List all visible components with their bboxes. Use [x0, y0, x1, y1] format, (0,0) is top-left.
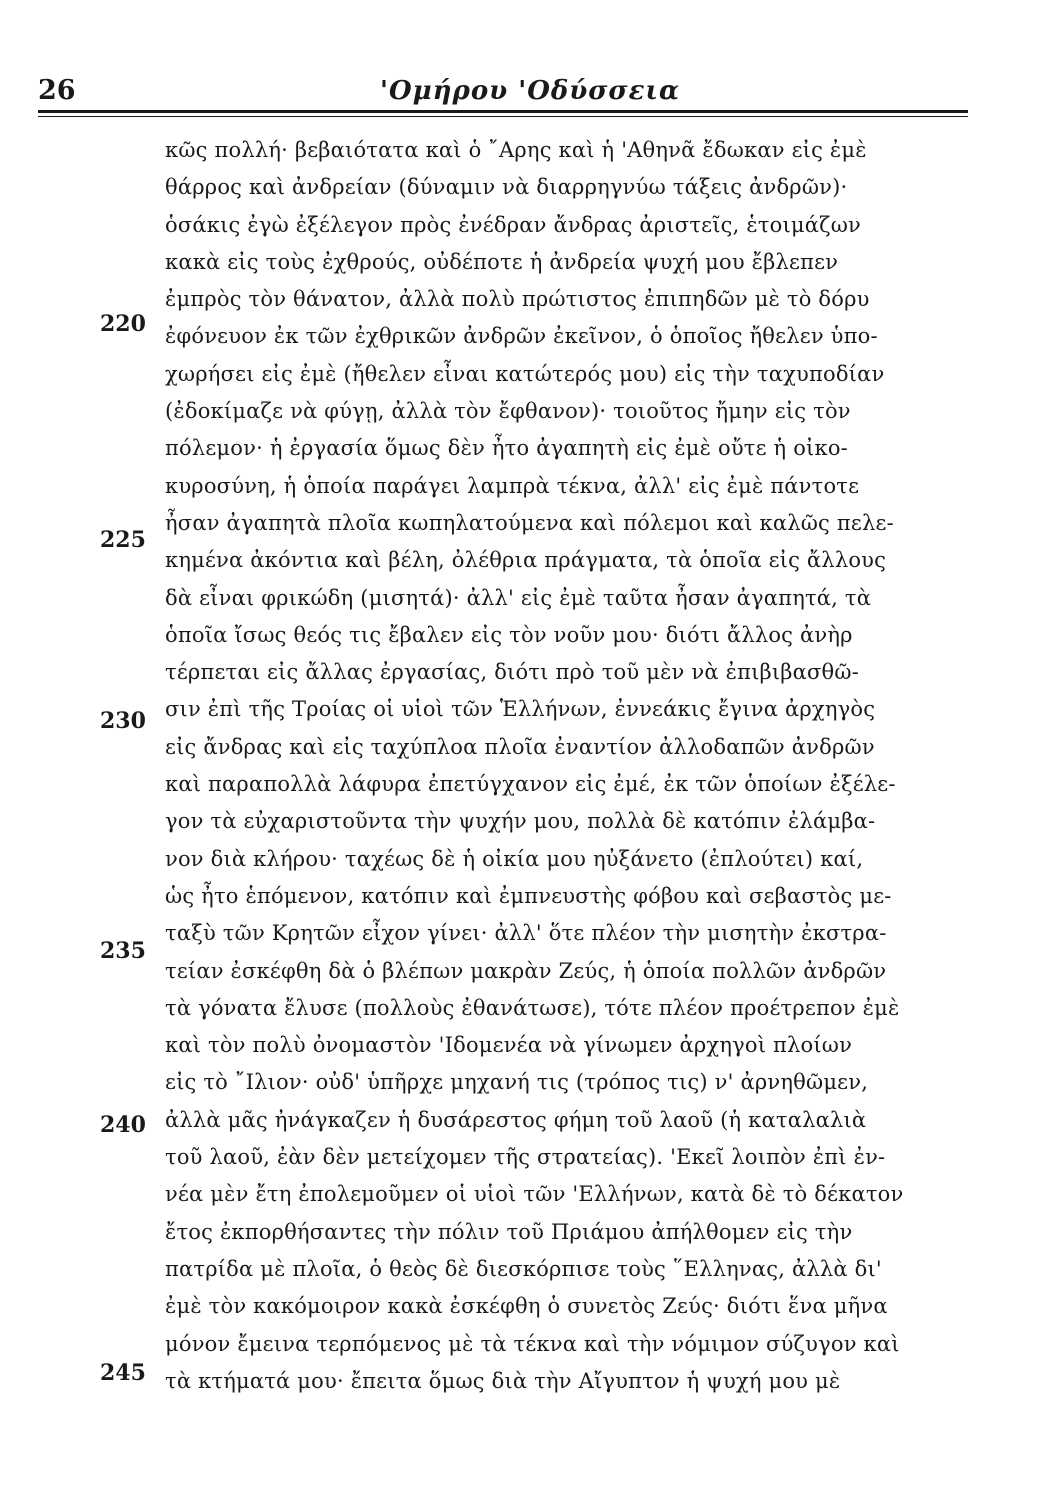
text-line: κημένα ἀκόντια καὶ βέλη, ὀλέθρια πράγματα, τὰ ὁποῖα εἰς ἄλλους [165, 548, 887, 573]
text-line: θάρρος καὶ ἀνδρείαν (δύναμιν νὰ διαρρηγνύω τάξεις ἀνδρῶν)· [165, 175, 848, 200]
line-number: 235 [100, 938, 146, 964]
text-line: ταξὺ τῶν Κρητῶν εἶχον γίνει· ἀλλ' ὅτε πλέον τὴν μισητὴν ἐκστρα- [165, 921, 887, 946]
text-line: ἔτος ἐκπορθήσαντες τὴν πόλιν τοῦ Πριάμου ἀπήλθομεν εἰς τὴν [165, 1219, 853, 1244]
running-title: 'Ομήρου 'Οδύσσεια [380, 76, 680, 106]
text-line: εἰς τὸ ῎Ιλιον· οὐδ' ὑπῆρχε μηχανή τις (τρόπος τις) ν' ἀρνηθῶμεν, [165, 1070, 869, 1095]
text-line: νέα μὲν ἔτη ἐπολεμοῦμεν οἱ υἱοὶ τῶν 'Ελλήνων, κατὰ δὲ τὸ δέκατον [165, 1182, 904, 1207]
text-line: δὰ εἶναι φρικώδη (μισητά)· ἀλλ' εἰς ἐμὲ ταῦτα ἦσαν ἀγαπητά, τὰ [165, 585, 872, 610]
text-line: κακὰ εἰς τοὺς ἐχθρούς, οὐδέποτε ἡ ἀνδρεία ψυχή μου ἔβλεπεν [165, 249, 839, 274]
text-line: εἰς ἄνδρας καὶ εἰς ταχύπλοα πλοῖα ἐναντίον ἀλλοδαπῶν ἀνδρῶν [165, 734, 875, 759]
text-line: χωρήσει εἰς ἐμὲ (ἤθελεν εἶναι κατώτερός μου) εἰς τὴν ταχυποδίαν [165, 361, 885, 386]
text-line: σιν ἐπὶ τῆς Τροίας οἱ υἱοὶ τῶν Ἑλλήνων, ἐννεάκις ἔγινα ἀρχηγὸς [165, 697, 876, 722]
text-line: γον τὰ εὐχαριστοῦντα τὴν ψυχήν μου, πολλὰ δὲ κατόπιν ἐλάμβα- [165, 809, 876, 834]
text-line: κυροσύνη, ἡ ὁποία παράγει λαμπρὰ τέκνα, ἀλλ' εἰς ἐμὲ πάντοτε [165, 473, 860, 498]
text-line: ἐφόνευον ἐκ τῶν ἐχθρικῶν ἀνδρῶν ἐκεῖνον, ὁ ὁποῖος ἤθελεν ὑπο- [165, 324, 878, 349]
text-line: καὶ τὸν πολὺ ὀνομαστὸν 'Ιδομενέα νὰ γίνωμεν ἀρχηγοὶ πλοίων [165, 1033, 853, 1058]
text-line: τείαν ἐσκέφθη δὰ ὁ βλέπων μακρὰν Ζεύς, ἡ ὁποία πολλῶν ἀνδρῶν [165, 958, 887, 983]
text-line: κῶς πολλή· βεβαιότατα καὶ ὁ ῎Αρης καὶ ἡ 'Αθηνᾶ ἔδωκαν εἰς ἐμὲ [165, 138, 867, 162]
text-line: ἐμπρὸς τὸν θάνατον, ἀλλὰ πολὺ πρώτιστος ἐπιπηδῶν μὲ τὸ δόρυ [165, 287, 870, 312]
text-line: ὁποῖα ἴσως θεός τις ἔβαλεν εἰς τὸν νοῦν μου· διότι ἄλλος ἀνὴρ [165, 622, 853, 647]
text-line: ἦσαν ἀγαπητὰ πλοῖα κωπηλατούμενα καὶ πόλεμοι καὶ καλῶς πελε- [165, 510, 894, 535]
text-line: νον διὰ κλήρου· ταχέως δὲ ἡ οἰκία μου ηὐξάνετο (ἐπλούτει) καί, [165, 846, 864, 871]
header-rule [38, 110, 968, 113]
text-line: τέρπεται εἰς ἄλλας ἐργασίας, διότι πρὸ τοῦ μὲν νὰ ἐπιβιβασθῶ- [165, 660, 860, 685]
header-rule-thin [38, 116, 968, 117]
line-number: 240 [100, 1112, 146, 1138]
text-line: ὡς ἦτο ἑπόμενον, κατόπιν καὶ ἐμπνευστὴς φόβου καὶ σεβαστὸς με- [165, 883, 892, 908]
line-number: 230 [100, 708, 146, 734]
line-number: 245 [100, 1360, 146, 1386]
text-line: καὶ παραπολλὰ λάφυρα ἐπετύγχανον εἰς ἐμέ, ἐκ τῶν ὁποίων ἐξέλε- [165, 772, 896, 797]
line-number: 220 [100, 311, 146, 337]
body-text [165, 132, 965, 1400]
text-line: ἐμὲ τὸν κακόμοιρον κακὰ ἐσκέφθη ὁ συνετὸς Ζεύς· διότι ἕνα μῆνα [165, 1294, 888, 1319]
text-line: ὁσάκις ἐγὼ ἐξέλεγον πρὸς ἐνέδραν ἄνδρας ἀριστεῖς, ἑτοιμάζων [165, 212, 862, 237]
text-line: πόλεμον· ἡ ἐργασία ὅμως δὲν ἦτο ἀγαπητὴ εἰς ἐμὲ οὔτε ἡ οἰκο- [165, 436, 848, 461]
text-line: τὰ γόνατα ἔλυσε (πολλοὺς ἐθανάτωσε), τότε πλέον προέτρεπον ἐμὲ [165, 995, 900, 1020]
line-number: 225 [100, 527, 146, 553]
text-line: μόνον ἔμεινα τερπόμενος μὲ τὰ τέκνα καὶ τὴν νόμιμον σύζυγον καὶ [165, 1331, 900, 1356]
page-number: 26 [38, 75, 76, 106]
text-line: (ἐδοκίμαζε νὰ φύγῃ, ἀλλὰ τὸν ἔφθανον)· τοιοῦτος ἤμην εἰς τὸν [165, 399, 851, 424]
text-line: ἀλλὰ μᾶς ἠνάγκαζεν ἡ δυσάρεστος φήμη τοῦ λαοῦ (ἡ καταλαλιὰ [165, 1107, 867, 1132]
text-line: τὰ κτήματά μου· ἔπειτα ὅμως διὰ τὴν Αἴγυπτον ἡ ψυχή μου μὲ [165, 1368, 841, 1393]
text-line: πατρίδα μὲ πλοῖα, ὁ θεὸς δὲ διεσκόρπισε τοὺς ῞Ελληνας, ἀλλὰ δι' [165, 1256, 882, 1281]
text-line: τοῦ λαοῦ, ἐὰν δὲν μετείχομεν τῆς στρατείας). 'Εκεῖ λοιπὸν ἐπὶ ἐν- [165, 1145, 886, 1170]
